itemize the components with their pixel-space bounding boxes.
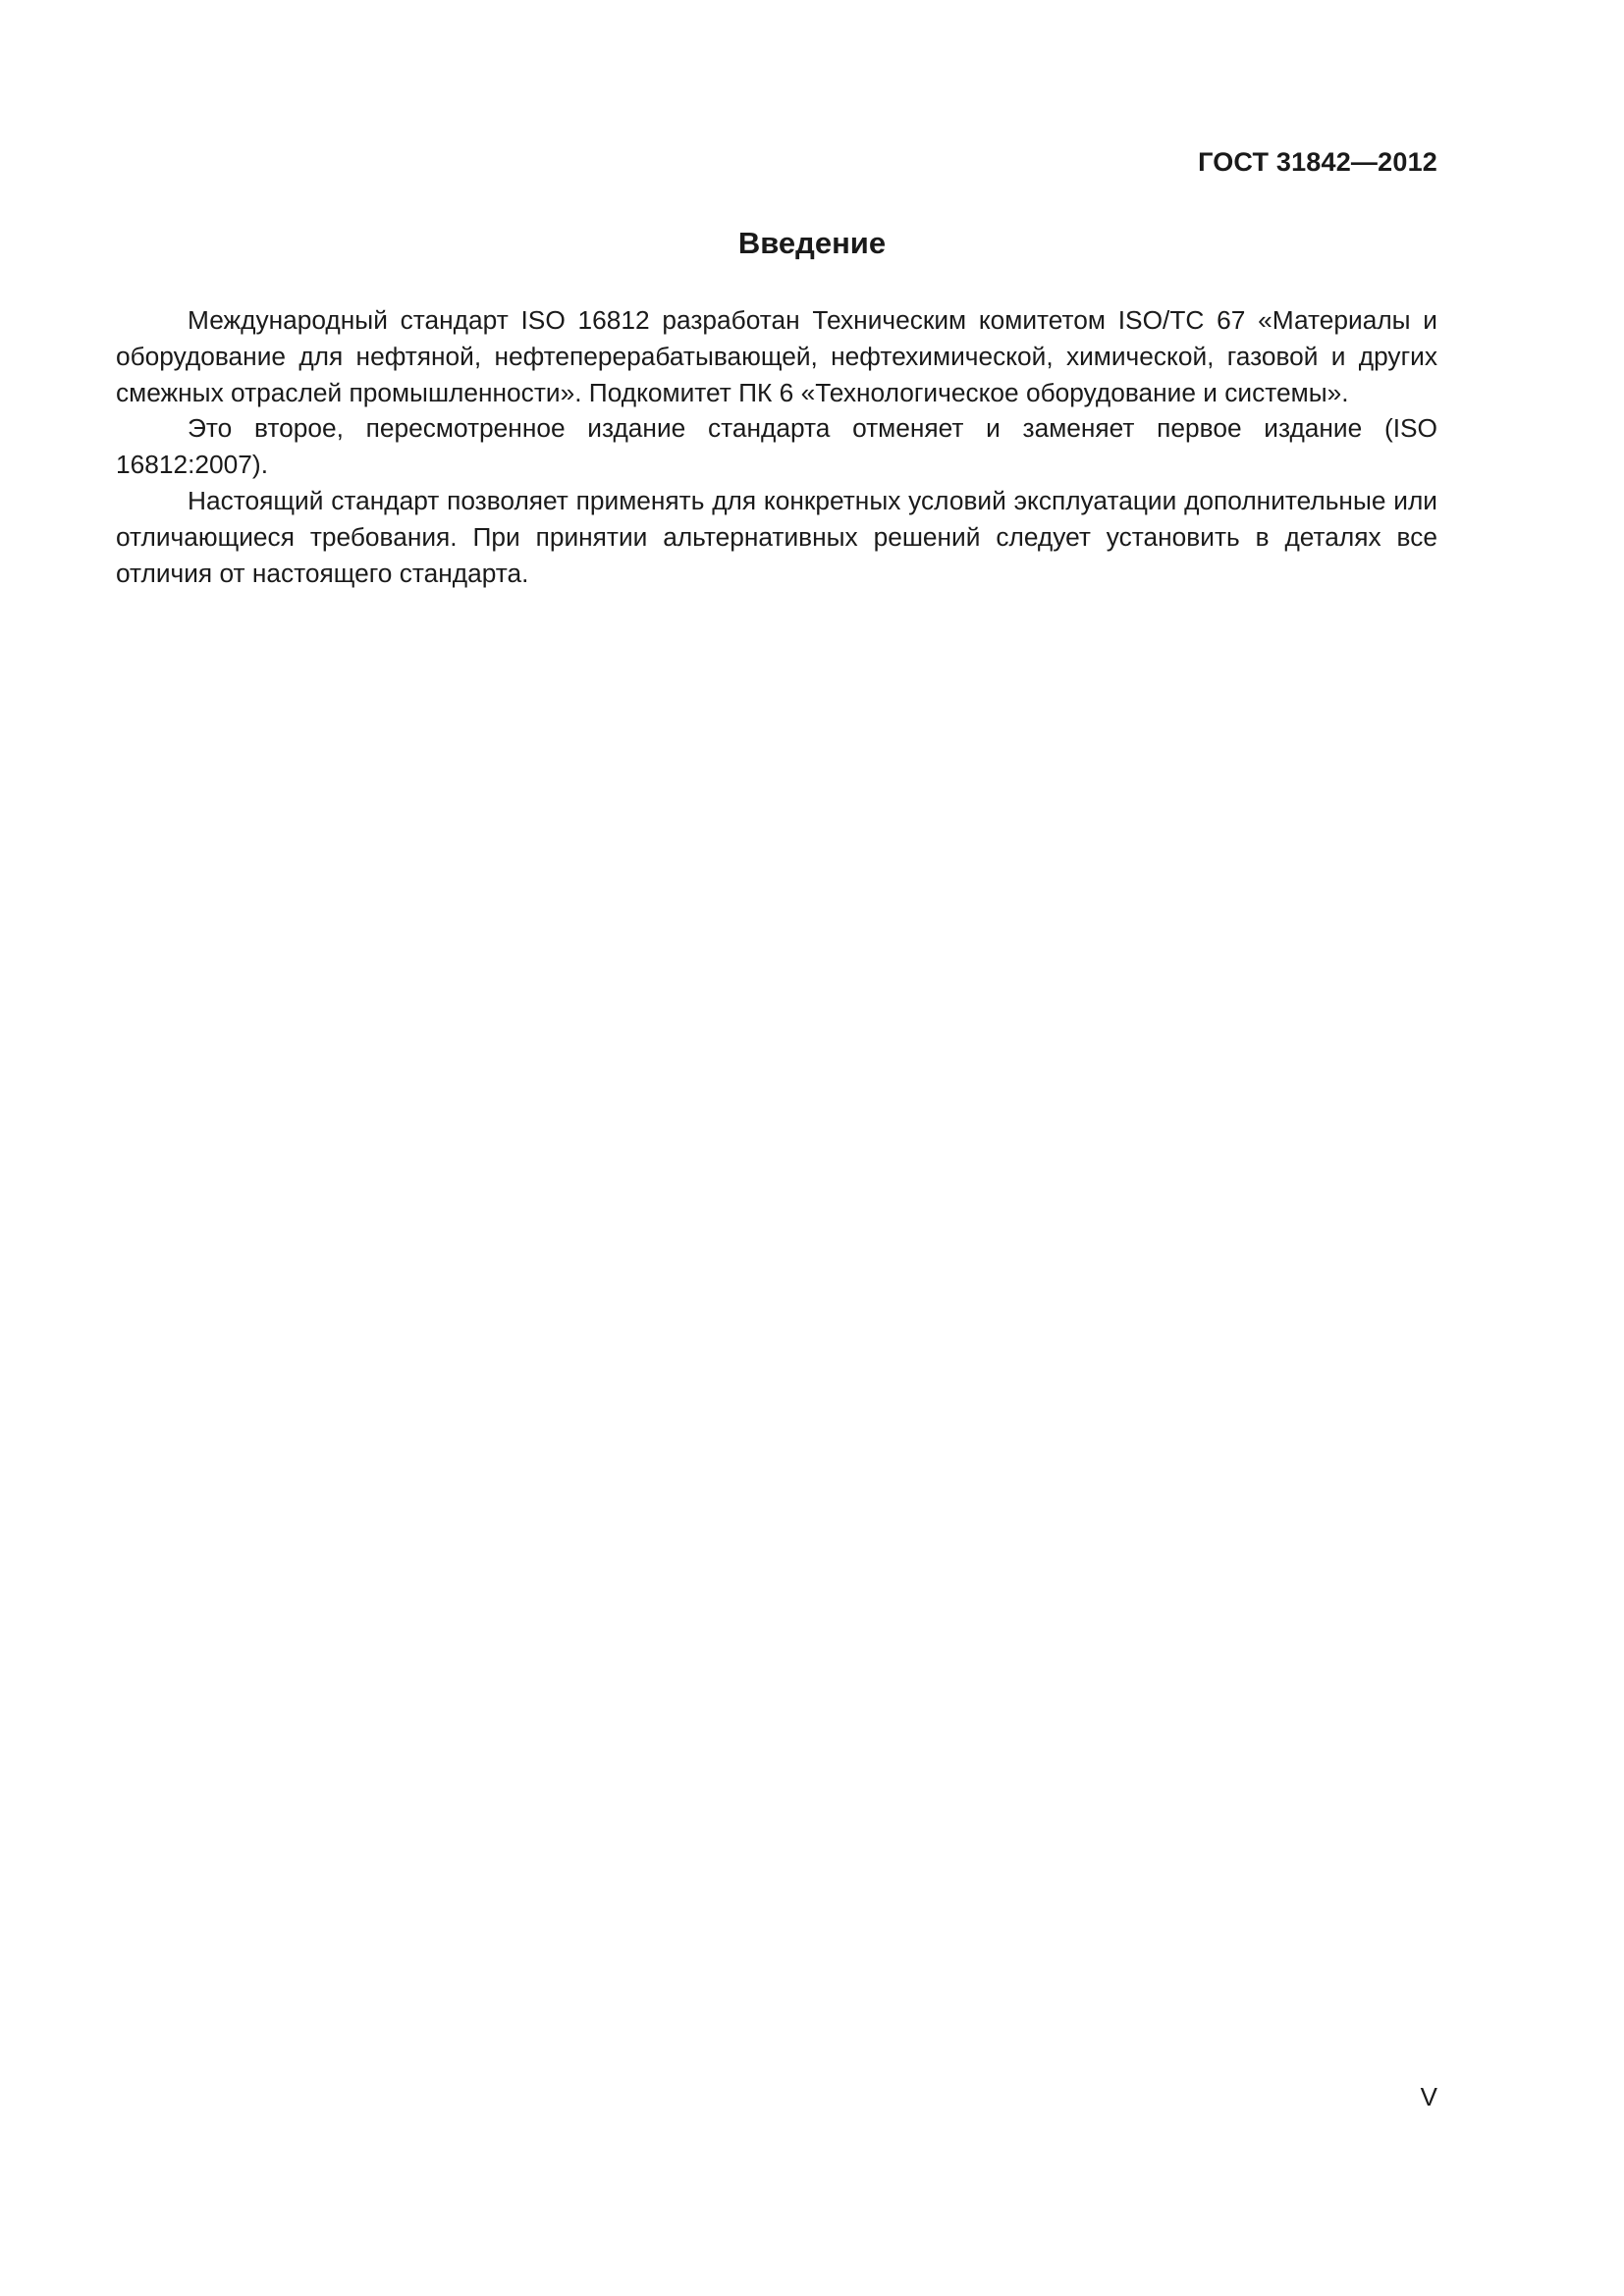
document-code: ГОСТ 31842—2012 — [1198, 147, 1437, 177]
introduction-text — [116, 302, 1437, 591]
paragraph: Международный стандарт ISO 16812 разработан Техническим комитетом ISO/TC 67 «Материалы и оборудование для нефтяной, нефтеперерабатывающей, нефтехимической, химической, газовой и других смежных отраслей промышленности». Подкомитет ПК 6 «Технологическое оборудование и системы». — [116, 305, 1437, 407]
page-number: V — [1420, 2082, 1437, 2111]
paragraph: Настоящий стандарт позволяет применять для конкретных условий эксплуатации дополнительные или отличающиеся требования. При принятии альтернативных решений следует установить в деталях все отличия от настоящего стандарта. — [116, 485, 1437, 588]
paragraph: Это второе, пересмотренное издание стандарта отменяет и заменяет первое издание (ISO 16812:2007). — [116, 413, 1437, 480]
section-title: Введение — [737, 226, 887, 260]
